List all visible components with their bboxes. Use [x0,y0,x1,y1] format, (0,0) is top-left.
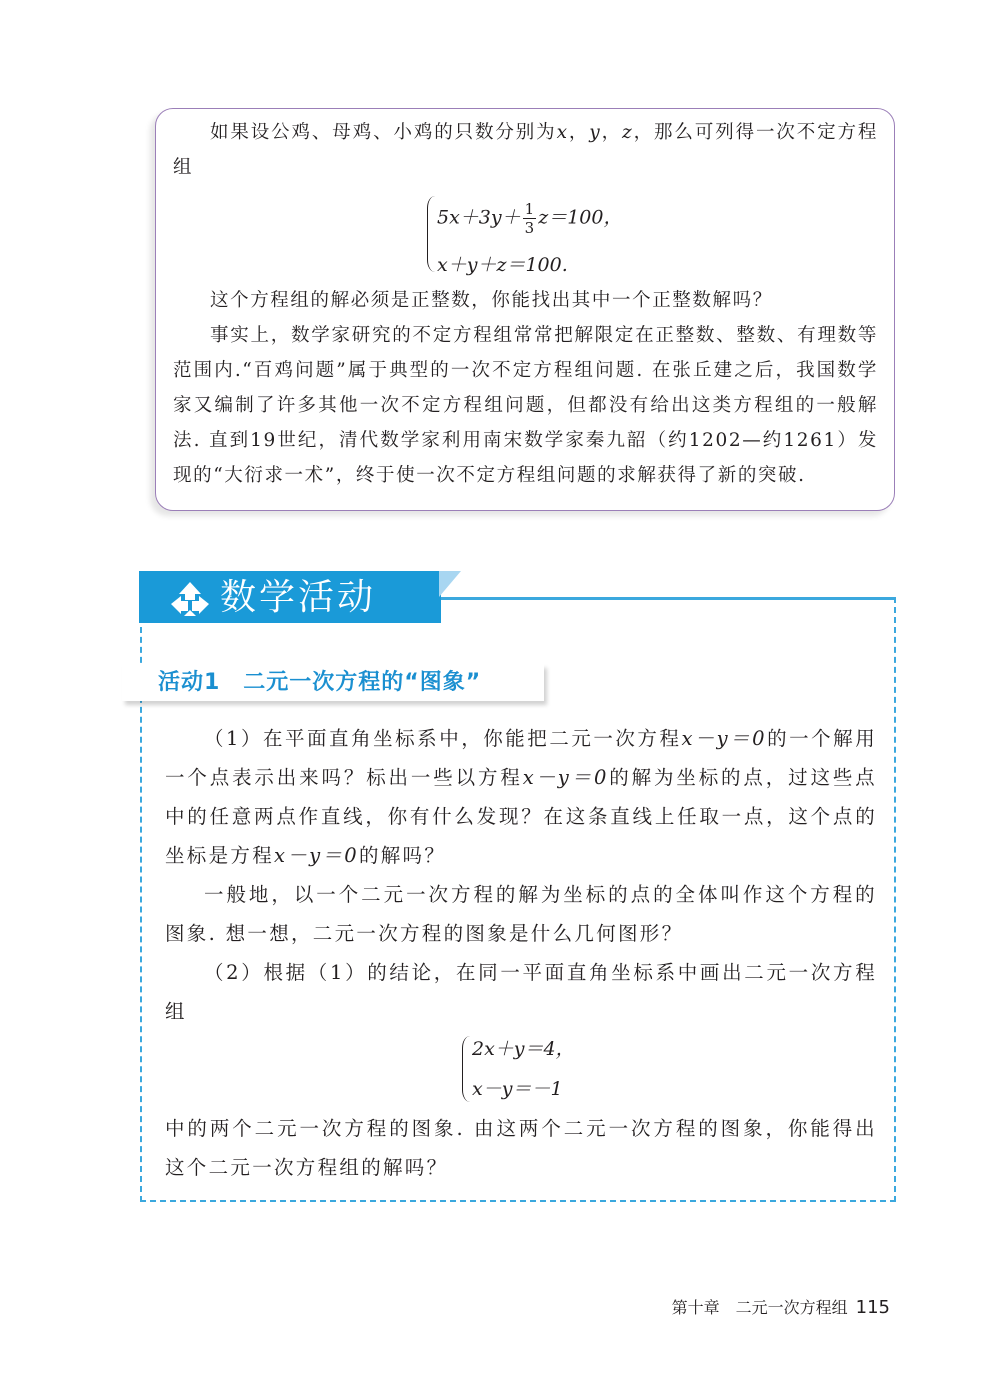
act-text: 的解吗？ [358,844,447,867]
activity-paragraph-4: 中的两个二元一次方程的图象. 由这两个二元一次方程的图象，你能得出这个二元一次方程组的解吗？ [165,1117,877,1179]
story-paragraph-3: 事实上，数学家研究的不定方程组常常把解限定在正整数、整数、有理数等范围内.“百鸡问题”属于典型的一次不定方程组问题. 在张丘建之后，我国数学家又编制了许多其他一次不定方程组问题，但都没有给出这类方程组的一般解法. 直到19世纪，清代数学家利用南宋数学家秦九韶（约1202—约1261）发现的“大衍求一术”，终于使一次不定方程组问题的求解获得了新的突破. [173,325,878,486]
equation-system-1 [427,194,637,278]
act-text: 的解为坐标的点，过这些点中的任意两点作直线，你有什么发现？在这条直线上任取一点，这个点的坐标是方程 [165,766,877,867]
separator: ， [601,122,623,143]
story-paragraph-1 [173,115,878,185]
activity-paragraph-1 [165,719,877,875]
denominator: 3 [524,219,535,237]
brace [462,1036,471,1102]
story-text: ，那么可列得一次不定方程组 [173,122,878,178]
act-text: （1）在平面直角坐标系中，你能把二元一次方程 [204,727,682,750]
fraction [523,200,537,237]
var-x: x [556,122,569,143]
eq-part: 5x＋3y＋ [437,206,521,229]
activity-paragraph-2: 一般地，以一个二元一次方程的解为坐标的点的全体叫作这个方程的图象. 想一想，二元一次方程的图象是什么几何图形？ [165,883,877,945]
inline-equation: x－y＝0 [681,727,767,750]
equation-system-2 [462,1034,622,1106]
equation-2: x－y＝－1 [472,1078,563,1100]
activity-paragraph-3: （2）根据（1）的结论，在同一平面直角坐标系中画出二元一次方程组 [165,961,877,1023]
eq-part: z＝100， [538,206,623,229]
var-z: z [622,122,634,143]
story-paragraph-2: 这个方程组的解必须是正整数，你能找出其中一个正整数解吗？ [210,290,773,311]
recycle-arrows-icon [168,580,212,618]
separator: ， [568,122,590,143]
act-text: 的一个解用一个点表示出来吗？标出一些以方程 [165,727,877,789]
section-title: 数学活动 [220,577,377,618]
inline-equation: x－y＝0 [522,766,609,789]
activity-heading: 活动1 二元一次方程的“图象” [158,670,482,695]
brace [427,196,436,272]
numerator: 1 [524,200,535,218]
inline-equation: x－y＝0 [274,844,359,867]
equation-1: 2x＋y＝4， [472,1038,575,1060]
page-number: 115 [855,1297,890,1318]
chapter-title: 第十章 二元一次方程组 [671,1298,848,1317]
equation-2: x＋y＋z＝100. [437,254,568,276]
var-y: y [589,122,602,143]
equation-1 [437,200,622,237]
banner-flap [439,571,461,597]
page-footer [672,1295,890,1321]
story-text: 如果设公鸡、母鸡、小鸡的只数分别为 [210,122,557,143]
